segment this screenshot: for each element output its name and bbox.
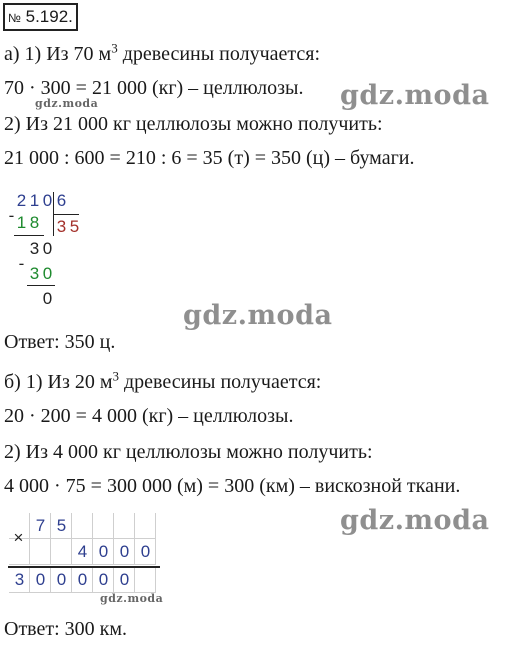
dividend-digit: 2 [16,191,27,210]
multiplier-digit: 5 [56,516,67,535]
result-digit: 0 [98,570,109,589]
divisor-digit: 6 [56,191,67,210]
quotient-digit: 3 [56,217,67,236]
part-a-line-1-text: а) 1) Из 70 м [4,43,112,65]
problem-number-value: 5.192. [25,7,73,26]
watermark-small: gdz.moda [100,592,164,605]
multiplication-underline [8,566,160,568]
part-a-line-1 [4,42,320,66]
dividend-digit: 0 [42,191,53,210]
result-digit: 3 [14,570,25,589]
multiplicand-digit: 4 [77,542,88,561]
remainder-digit: 3 [29,239,40,258]
result-digit: 0 [77,570,88,589]
subtrahend-digit: 3 [29,264,40,283]
problem-number [3,3,78,31]
subtrahend-digit: 0 [42,264,53,283]
part-b-line-1 [4,370,321,394]
division-underline-1 [14,235,44,236]
number-sign: № [8,11,21,25]
part-b-line-2: 20 · 200 = 4 000 (кг) – целлюлозы. [4,405,294,427]
multiplicand-digit: 0 [140,542,151,561]
multiplicand-digit: 0 [98,542,109,561]
part-a-cubic-exponent: 3 [111,40,118,56]
division-minus-2: - [18,254,25,273]
division-underline-2 [27,285,55,286]
part-b-line-4: 4 000 · 75 = 300 000 (м) = 300 (км) – вискозной ткани. [4,475,461,497]
subtrahend-digit: 1 [16,213,27,232]
watermark-big: gdz.moda [340,80,490,111]
result-digit: 0 [119,570,130,589]
remainder-digit: 0 [42,239,53,258]
divisor-underline [53,214,79,215]
dividend-digit: 1 [29,191,40,210]
part-a-line-1-rest: древесины получается: [117,43,321,65]
quotient-digit: 5 [69,217,80,236]
multiply-sign: × [13,528,24,547]
final-remainder: 0 [42,289,53,308]
multiplier-digit: 7 [35,516,46,535]
part-a-answer: Ответ: 350 ц. [4,331,116,353]
subtrahend-digit: 8 [29,213,40,232]
result-digit: 0 [35,570,46,589]
part-b-answer: Ответ: 300 км. [4,618,128,640]
part-b-line-1-text: б) 1) Из 20 м [4,371,113,393]
result-digit: 0 [56,570,67,589]
division-minus-1: - [8,206,15,225]
watermark-small: gdz.moda [35,97,99,110]
part-b-cubic-exponent: 3 [112,368,119,384]
part-a-line-4: 21 000 : 600 = 210 : 6 = 35 (т) = 350 (ц) – бумаги. [4,147,415,169]
part-b-line-1-rest: древесины получается: [119,371,322,393]
watermark-big: gdz.moda [340,505,490,536]
watermark-big: gdz.moda [183,300,333,331]
multiplicand-digit: 0 [119,542,130,561]
part-a-line-2: 70 · 300 = 21 000 (кг) – целлюлозы. [4,77,304,99]
part-b-line-3: 2) Из 4 000 кг целлюлозы можно получить: [4,441,373,463]
part-a-line-3: 2) Из 21 000 кг целлюлозы можно получить: [4,113,383,135]
